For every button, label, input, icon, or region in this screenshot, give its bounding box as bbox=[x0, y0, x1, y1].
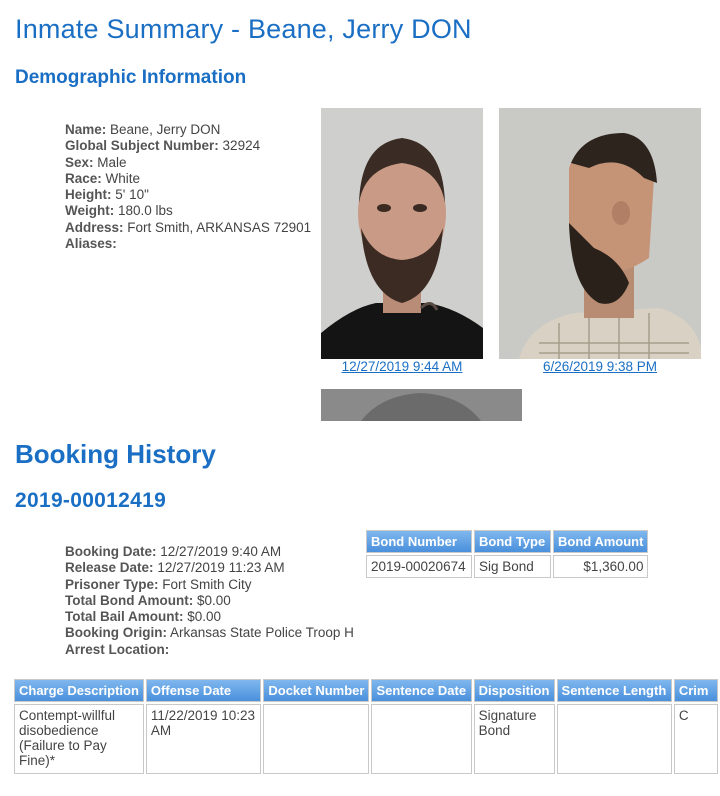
bond-table-header-row bbox=[366, 530, 648, 553]
sex-label: Sex: bbox=[65, 154, 94, 170]
sentence-date-cell bbox=[371, 704, 471, 774]
total-bond-row bbox=[65, 593, 354, 609]
charge-table bbox=[12, 677, 720, 776]
name-label: Name: bbox=[65, 122, 107, 137]
prisoner-type-value: Fort Smith City bbox=[162, 576, 252, 592]
bond-number-header[interactable]: Bond Number bbox=[366, 530, 472, 553]
address-label: Address: bbox=[65, 219, 124, 235]
name-value: Beane, Jerry DON bbox=[110, 122, 221, 137]
sentence-date-header[interactable]: Sentence Date bbox=[371, 679, 471, 702]
aliases-label: Aliases: bbox=[65, 236, 117, 252]
table-row bbox=[366, 555, 648, 578]
crim-header[interactable]: Crim bbox=[674, 679, 718, 702]
height-value: 5' 10" bbox=[115, 187, 149, 203]
height-row bbox=[65, 187, 311, 203]
demographic-section-title: Demographic Information bbox=[15, 67, 247, 88]
booking-details bbox=[65, 544, 354, 658]
charge-description-header[interactable]: Charge Description bbox=[14, 679, 144, 702]
weight-value: 180.0 lbs bbox=[118, 203, 173, 219]
additional-photo[interactable] bbox=[321, 389, 522, 421]
table-row bbox=[14, 704, 718, 774]
prisoner-type-label: Prisoner Type: bbox=[65, 576, 159, 592]
crim-cell: C bbox=[674, 704, 718, 774]
weight-label: Weight: bbox=[65, 203, 115, 219]
address-value: Fort Smith, ARKANSAS 72901 bbox=[127, 219, 312, 235]
prisoner-type-row bbox=[65, 577, 354, 593]
sentence-length-header[interactable]: Sentence Length bbox=[557, 679, 672, 702]
mugshot-front[interactable] bbox=[321, 108, 483, 359]
mugshot-front-caption[interactable]: 12/27/2019 9:44 AM bbox=[341, 359, 463, 374]
release-date-label: Release Date: bbox=[65, 560, 154, 576]
booking-number: 2019-00012419 bbox=[15, 489, 167, 512]
mugshot-profile-caption[interactable]: 6/26/2019 9:38 PM bbox=[542, 359, 658, 374]
booking-date-label: Booking Date: bbox=[65, 544, 157, 559]
booking-date-row bbox=[65, 544, 354, 560]
height-label: Height: bbox=[65, 187, 112, 203]
address-row bbox=[65, 220, 311, 236]
bond-type-header[interactable]: Bond Type bbox=[474, 530, 551, 553]
bond-number-cell: 2019-00020674 bbox=[366, 555, 472, 578]
total-bail-value: $0.00 bbox=[187, 609, 222, 625]
name-row bbox=[65, 122, 311, 138]
sex-row bbox=[65, 155, 311, 171]
bond-table bbox=[364, 528, 650, 580]
bond-type-cell: Sig Bond bbox=[474, 555, 551, 578]
mugshot-profile[interactable] bbox=[499, 108, 701, 359]
bond-amount-header[interactable]: Bond Amount bbox=[553, 530, 648, 553]
sex-value: Male bbox=[97, 154, 127, 170]
page-title: Inmate Summary - Beane, Jerry DON bbox=[15, 14, 472, 44]
booking-origin-label: Booking Origin: bbox=[65, 625, 167, 641]
total-bail-row bbox=[65, 609, 354, 625]
offense-date-header[interactable]: Offense Date bbox=[146, 679, 261, 702]
charge-table-header-row bbox=[14, 679, 718, 702]
offense-date-cell: 11/22/2019 10:23 AM bbox=[146, 704, 261, 774]
race-value: White bbox=[105, 170, 141, 186]
aliases-row bbox=[65, 236, 311, 252]
booking-history-title: Booking History bbox=[15, 439, 216, 469]
sentence-length-cell bbox=[557, 704, 672, 774]
total-bail-label: Total Bail Amount: bbox=[65, 609, 184, 625]
booking-origin-value: Arkansas State Police Troop H bbox=[170, 625, 354, 641]
release-date-value: 12/27/2019 11:23 AM bbox=[157, 560, 285, 576]
gsn-value: 32924 bbox=[222, 138, 261, 154]
arrest-location-row bbox=[65, 642, 354, 658]
disposition-header[interactable]: Disposition bbox=[474, 679, 555, 702]
arrest-location-label: Arrest Location: bbox=[65, 641, 170, 657]
race-row bbox=[65, 171, 311, 187]
booking-date-value: 12/27/2019 9:40 AM bbox=[160, 544, 282, 559]
disposition-cell: Signature Bond bbox=[474, 704, 555, 774]
release-date-row bbox=[65, 560, 354, 576]
docket-number-header[interactable]: Docket Number bbox=[263, 679, 369, 702]
total-bond-label: Total Bond Amount: bbox=[65, 592, 194, 608]
demographic-details bbox=[65, 122, 311, 252]
race-label: Race: bbox=[65, 170, 102, 186]
total-bond-value: $0.00 bbox=[196, 592, 231, 608]
weight-row bbox=[65, 203, 311, 219]
docket-number-cell bbox=[263, 704, 369, 774]
gsn-row bbox=[65, 138, 311, 154]
charge-description-cell: Contempt-willful disobedience (Failure to Pay Fine)* bbox=[14, 704, 144, 774]
booking-origin-row bbox=[65, 625, 354, 641]
bond-amount-cell: $1,360.00 bbox=[553, 555, 648, 578]
gsn-label: Global Subject Number: bbox=[65, 138, 219, 154]
